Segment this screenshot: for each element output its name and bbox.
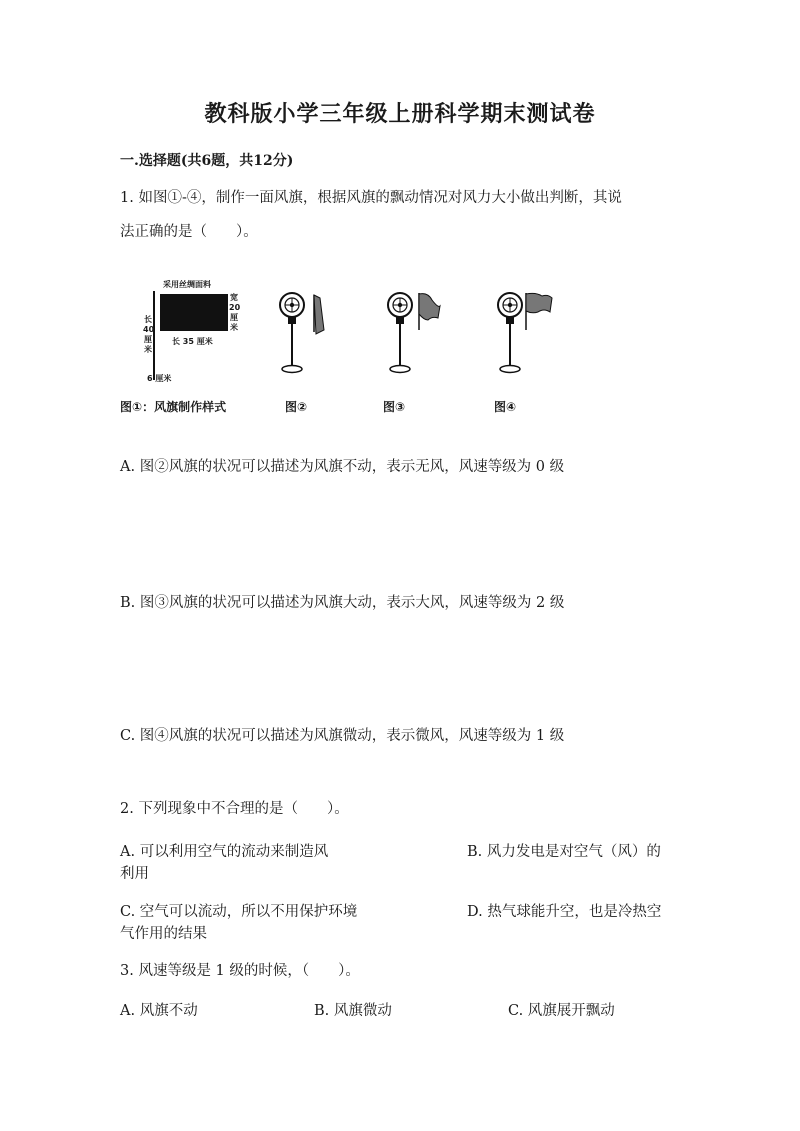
question-1-option-b[interactable]: B. 图③风旗的状况可以描述为风旗大动，表示大风，风速等级为 2 级	[120, 595, 565, 611]
electric-fan-icon	[388, 293, 412, 373]
page-title: 教科版小学三年级上册科学期末测试卷	[204, 101, 596, 127]
question-2-option-a-line2: 利用	[120, 866, 149, 882]
question-3-stem: 3. 风速等级是 1 级的时候，（ ）。	[120, 963, 360, 979]
figure-1-caption: 图①：风旗制作样式	[120, 400, 227, 414]
question-3-option-c[interactable]: C. 风旗展开飘动	[508, 1003, 615, 1019]
fig1-height-unit1: 厘	[144, 335, 152, 344]
figure-3-fan-waving-flag	[380, 290, 450, 375]
question-1-option-c[interactable]: C. 图④风旗的状况可以描述为风旗微动，表示微风，风速等级为 1 级	[120, 728, 565, 744]
question-3-option-b[interactable]: B. 风旗微动	[314, 1003, 392, 1019]
question-3-option-a[interactable]: A. 风旗不动	[120, 1003, 198, 1019]
figure-2-caption: 图②	[285, 400, 308, 414]
question-2-option-c-line2: 气作用的结果	[120, 926, 207, 942]
fig1-height-char: 长	[144, 315, 152, 324]
fig1-width-unit1: 厘	[230, 313, 238, 322]
figure-2-fan-limp-flag	[272, 290, 332, 375]
fig1-height-num: 40	[143, 325, 155, 334]
fig1-width-unit2: 米	[230, 323, 238, 332]
electric-fan-icon	[498, 293, 522, 373]
question-2-stem: 2. 下列现象中不合理的是（ ）。	[120, 801, 349, 817]
figure-4-caption: 图④	[494, 400, 517, 414]
fig1-height-unit2: 米	[144, 345, 152, 354]
question-2-option-a[interactable]	[120, 841, 328, 885]
question-2-option-b[interactable]: B. 风力发电是对空气（风）的	[467, 844, 661, 860]
section-heading: 一.选择题(共6题，共12分)	[120, 153, 294, 169]
fig1-width-label	[229, 293, 239, 333]
fig1-width-num: 20	[229, 303, 241, 312]
figure-3-caption: 图③	[383, 400, 406, 414]
fig1-height-label	[143, 315, 153, 355]
question-1-stem-line1: 1. 如图①-④，制作一面风旗，根据风旗的飘动情况对风力大小做出判断，其说	[120, 190, 622, 206]
question-2-option-c[interactable]	[120, 901, 357, 945]
electric-fan-icon	[280, 293, 304, 373]
figure-4-fan-extended-flag	[490, 290, 565, 375]
question-2-option-c-line1: C. 空气可以流动，所以不用保护环境	[120, 904, 358, 920]
fig1-width-char: 宽	[230, 293, 238, 302]
fig1-pole-label: 6 厘米	[147, 374, 172, 383]
question-2-option-a-line1: A. 可以利用空气的流动来制造风	[120, 844, 329, 860]
question-2-option-d[interactable]: D. 热气球能升空，也是冷热空	[467, 904, 662, 920]
question-1-stem-line2: 法正确的是（ ）。	[120, 224, 258, 240]
fig1-length-label: 长 35 厘米	[172, 337, 213, 346]
question-1-option-a[interactable]: A. 图②风旗的状况可以描述为风旗不动，表示无风，风速等级为 0 级	[120, 459, 565, 475]
fig1-material-label: 采用丝绸面料	[163, 280, 211, 289]
